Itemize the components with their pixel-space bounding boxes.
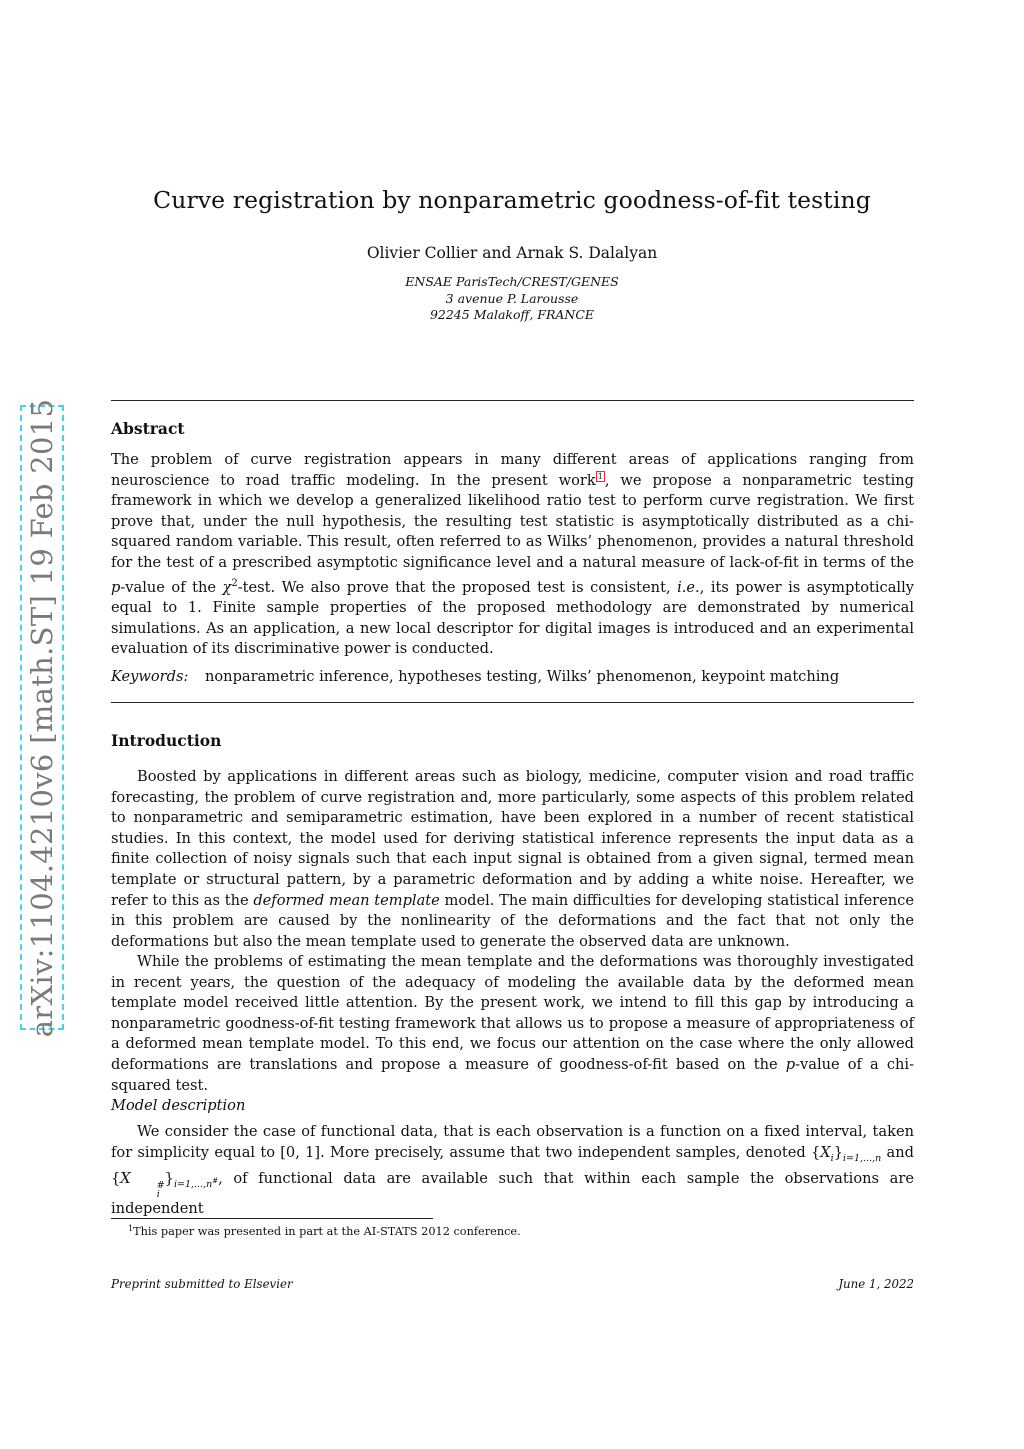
- paper-title: Curve registration by nonparametric goodness-of-fit testing: [153, 186, 871, 214]
- x-sharp-range: i=1,...,n: [173, 1179, 213, 1190]
- model-description-heading: Model description: [111, 1097, 246, 1114]
- abstract-text-4: -test. We also prove that the proposed test is consistent,: [237, 578, 678, 596]
- keywords-text: nonparametric inference, hypotheses testing, Wilks’ phenomenon, keypoint matching: [205, 668, 840, 685]
- intro-p1-text-a: Boosted by applications in different areas such as biology, medicine, computer vision and road traffic forecasting, the problem of curve registration and, more particularly, some aspects of this problem related to nonparametric and semiparametric estimation, have been explored in a number of recent statistical studies. In this context, the model used for deriving statistical inference represents the input data as a finite collection of noisy signals such that each input signal is obtained from a given signal, termed mean template or structural pattern, by a parametric deformation and by adding a white noise. Hereafter, we refer to this as the: [111, 768, 914, 909]
- footnote-rule: [111, 1218, 433, 1219]
- model-paragraph: We consider the case of functional data, that is each observation is a function on a fixed interval, taken for simplicity equal to [0, 1]. More precisely, assume that two independent samples, denoted $\{X_i\}_{i=1,...,n}$ and {X # i }$_{i=1,...,n^{\#}}$, of functional data are available such that within each sample the observations are independent: [111, 1123, 914, 1218]
- abstract-bottom-rule: [111, 702, 914, 703]
- abstract-heading: Abstract: [111, 419, 185, 438]
- arxiv-stamp-text: arXiv:1104.4210v6 [math.ST] 19 Feb 2015: [25, 398, 59, 1037]
- affiliation-line: 3 avenue P. Larousse: [445, 290, 579, 306]
- intro-p1-text-b: model. The main difficulties for developing statistical inference in this problem are caused by the nonlinearity of the deformations and the fact that not only the deformations but also the mean template used to generate the observed data are unknown.: [111, 891, 914, 950]
- abstract-text: [111, 450, 914, 660]
- model-text-b: and {: [111, 1143, 914, 1188]
- intro-p2-text-b: -value of a chi-squared test.: [111, 1055, 915, 1094]
- model-text-a: We consider the case of functional data, that is each observation is a function on a fixed interval, taken for simplicity equal to [0, 1]. More precisely, assume that two independent samples, denoted {: [111, 1123, 914, 1161]
- footnote-ref-link[interactable]: 1: [597, 471, 603, 481]
- affiliation-line: ENSAE ParisTech/CREST/GENES: [405, 274, 619, 289]
- abstract-top-rule: [111, 400, 914, 401]
- intro-paragraph-1: [111, 767, 914, 952]
- p-symbol: p: [785, 1055, 796, 1073]
- affiliation: [0, 274, 1024, 324]
- footnote-mark: 1: [128, 1224, 134, 1233]
- x-sharp-range-sup: #: [212, 1176, 219, 1185]
- x-sharp-subscript: i: [156, 1189, 160, 1201]
- x-range: i=1,...,n: [843, 1152, 882, 1164]
- x-sharp-symbol: X: [120, 1170, 131, 1188]
- abstract-text-2: , we propose a nonparametric testing framework in which we develop a generalized likelihood ratio test to perform curve registration. We first prove that, under the null hypothesis, the resulting test statistic is asymptotically distributed as a chi-squared random variable. This result, often referred to as Wilks’ phenomenon, provides a natural threshold for the test of a prescribed asymptotic significance level and a natural measure of lack-of-fit in terms of the: [111, 471, 915, 571]
- paper-authors: Olivier Collier and Arnak S. Dalalyan: [366, 244, 658, 262]
- abstract-text-1: The problem of curve registration appears in many different areas of applications ranging from neuroscience to road traffic modeling. In the present work: [111, 451, 914, 489]
- x-subscript: i: [830, 1152, 834, 1164]
- chi-symbol: χ: [222, 578, 232, 596]
- ie-abbrev: i.e.: [677, 578, 700, 596]
- chi-power: 2: [231, 577, 238, 589]
- footer-preprint: Preprint submitted to Elsevier: [111, 1277, 293, 1291]
- introduction-heading: Introduction: [111, 731, 222, 750]
- abstract-text-3: -value of the: [120, 578, 223, 596]
- arxiv-stamp: [20, 398, 64, 1037]
- sharp-superscript: #: [156, 1180, 165, 1192]
- intro-p2-text-a: While the problems of estimating the mean template and the deformations was thoroughly investigated in recent years, the question of the adequacy of modeling the available data by the deformed mean template model received little attention. By the present work, we intend to fill this gap by introducing a nonparametric goodness-of-fit testing framework that allows us to propose a measure of appropriateness of a deformed mean template model. To this end, we focus our attention on the case where the only allowed deformations are translations and propose a measure of goodness-of-fit based on the: [111, 953, 914, 1073]
- intro-paragraph-2: [111, 952, 914, 1096]
- footer-date: June 1, 2022: [838, 1277, 914, 1291]
- footnote: [128, 1224, 521, 1238]
- intro-p1-emphasis: deformed mean template: [253, 891, 440, 909]
- keywords-label: Keywords:: [111, 668, 189, 685]
- affiliation-line: 92245 Malakoff, FRANCE: [429, 307, 595, 322]
- x-symbol: X: [820, 1143, 831, 1161]
- footnote-text: This paper was presented in part at the AI-STATS 2012 conference.: [133, 1225, 521, 1238]
- model-text-c: , of functional data are available such that within each sample the observations are independent: [111, 1170, 914, 1218]
- abstract-text-5: , its power is asymptotically equal to 1. Finite sample properties of the proposed methodology are demonstrated by numerical simulations. As an application, a new local descriptor for digital images is introduced and an experimental evaluation of its discriminative power is conducted.: [111, 578, 914, 658]
- p-symbol: p: [111, 578, 121, 596]
